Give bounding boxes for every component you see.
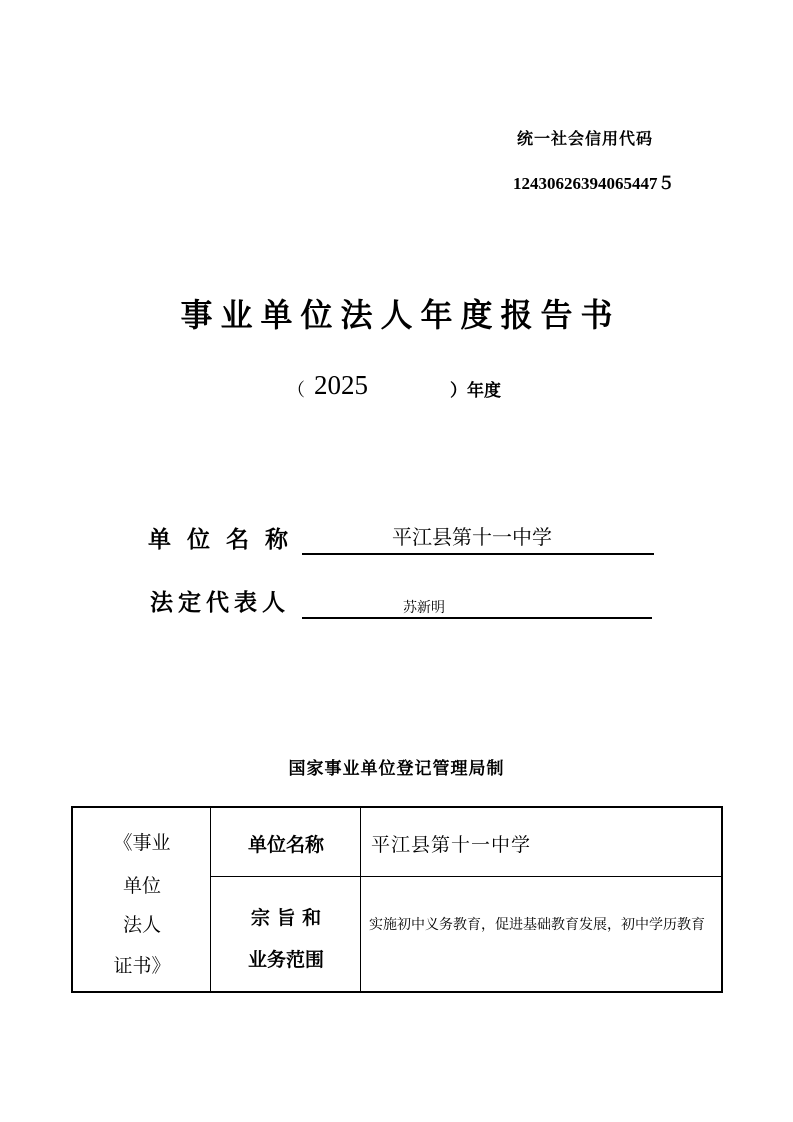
unit-name-underline [302, 553, 654, 555]
unit-name-value: 平江县第十一中学 [392, 525, 552, 549]
year-close-suffix: ）年度 [450, 381, 501, 401]
table-unit-name-value: 平江县第十一中学 [371, 834, 532, 856]
certificate-info-table [71, 806, 723, 993]
unit-name-label: 单位名称 [148, 527, 304, 553]
report-year [0, 370, 793, 406]
page-title: 事业单位法人年度报告书 [180, 296, 621, 334]
legal-rep-underline [302, 617, 652, 619]
certificate-title-cell [73, 808, 211, 991]
year-value: 2025 [314, 370, 368, 400]
cert-title-line: 证书》 [113, 955, 171, 977]
table-purpose-value: 实施初中义务教育，促进基础教育发展，初中学历教育 [369, 917, 705, 933]
cert-title-line: 单位 [122, 875, 161, 897]
table-unit-name-label-cell [211, 808, 361, 876]
table-purpose-label-cell [211, 877, 361, 991]
table-purpose-label-line2: 业务范围 [247, 949, 324, 971]
legal-rep-value: 苏新明 [403, 600, 445, 616]
cert-title-line: 《事业 [113, 832, 171, 854]
table-unit-name-label: 单位名称 [247, 834, 324, 856]
legal-rep-label: 法定代表人 [150, 590, 290, 616]
credit-code-value: 12430626394065447５ [513, 174, 675, 193]
table-row-purpose [211, 877, 721, 991]
table-unit-name-value-cell [361, 808, 721, 876]
table-purpose-value-cell [361, 877, 721, 991]
year-open-paren: （ [287, 380, 305, 401]
cert-title-line: 法人 [122, 914, 161, 936]
credit-code-label: 统一社会信用代码 [517, 129, 654, 148]
table-row-unit-name [211, 808, 721, 877]
table-purpose-label-line1: 宗 旨 和 [250, 907, 322, 929]
issuer-line: 国家事业单位登记管理局制 [288, 759, 505, 779]
